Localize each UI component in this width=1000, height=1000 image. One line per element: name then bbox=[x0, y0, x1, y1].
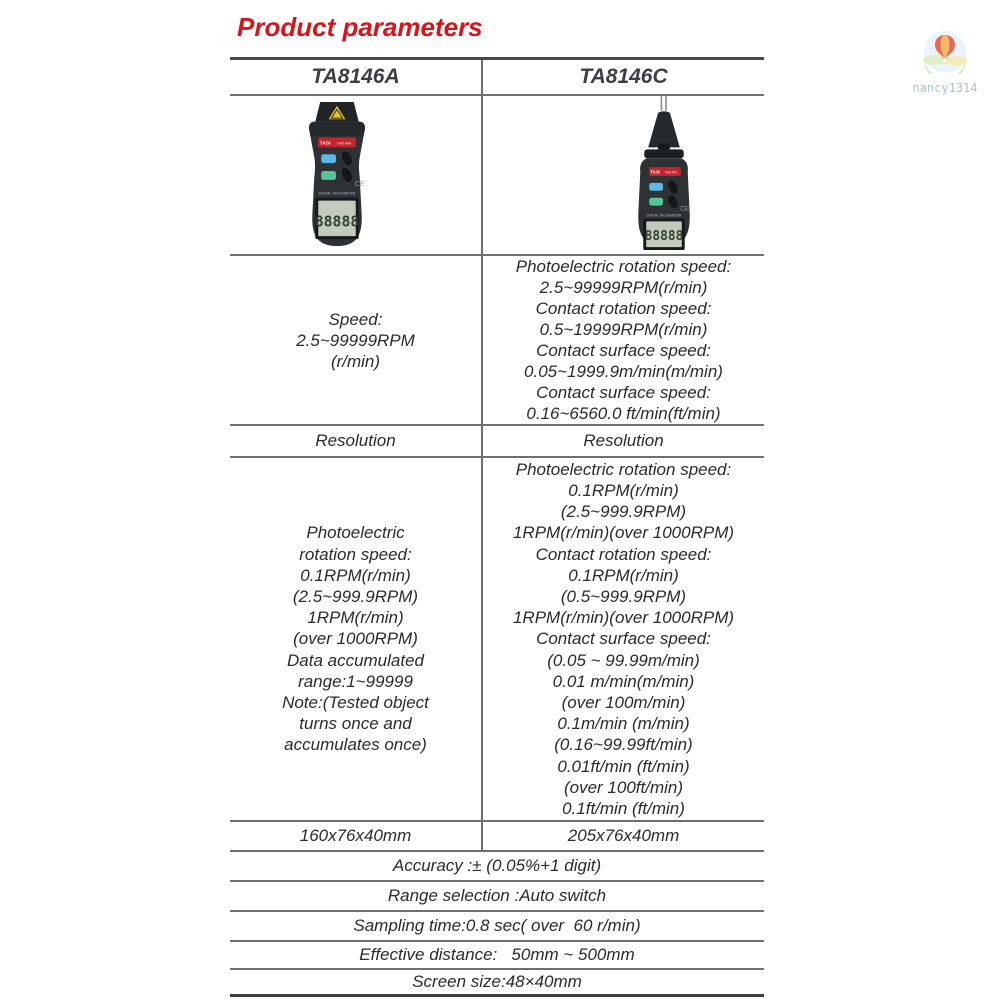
device-a-lcd-display: 88888 bbox=[314, 213, 359, 231]
dimensions-row bbox=[230, 820, 764, 850]
effective-distance-row bbox=[230, 940, 764, 968]
model-c-header: TA8146C bbox=[579, 65, 668, 88]
device-c-panel-text: DIGITAL TACHOMETER bbox=[646, 213, 681, 218]
device-a-ce-mark: CE bbox=[354, 180, 364, 188]
sampling-time-row bbox=[230, 910, 764, 940]
accuracy-value: Accuracy :± (0.05%+1 digit) bbox=[392, 856, 602, 875]
seller-watermark bbox=[900, 30, 990, 95]
spec-table bbox=[230, 57, 764, 997]
speed-row bbox=[230, 254, 764, 424]
resolution-detail-row bbox=[230, 456, 764, 820]
tachometer-a-image bbox=[298, 100, 376, 250]
model-a-header: TA8146A bbox=[230, 60, 483, 94]
model-a-resolution-header: Resolution bbox=[230, 426, 483, 456]
device-c-lcd-display: 88888 bbox=[644, 229, 683, 245]
model-c-image-cell bbox=[483, 96, 764, 254]
tachometer-c-image bbox=[628, 96, 700, 254]
device-a-panel-text: DIGITAL TACHOMETER bbox=[318, 191, 355, 196]
model-header-row bbox=[230, 60, 764, 94]
accuracy-row bbox=[230, 850, 764, 880]
model-c-resolution-details: Photoelectric rotation speed: 0.1RPM(r/min) (2.5~999.9RPM) 1RPM(r/min)(over 1000RPM) Contact rotation speed: 0.1RPM(r/min) (0.5~999.9RPM) 1RPM(r/min)(over 1000RPM) Contact surface speed: (0.05 ~ 99.99m/min) 0.01 m/min(m/min) (over 100m/min) 0.1m/min (m/min) (0.16~99.99ft/min) 0.01ft/min (ft/min) (over 100ft/min) 0.1ft/min (ft/min) bbox=[512, 459, 735, 819]
product-image-row bbox=[230, 94, 764, 254]
screen-size-value: Screen size:48×40mm bbox=[412, 972, 582, 991]
model-c-resolution-header: Resolution bbox=[583, 431, 664, 450]
range-selection-row bbox=[230, 880, 764, 910]
resolution-header-row bbox=[230, 424, 764, 456]
range-selection-value: Range selection :Auto switch bbox=[387, 886, 607, 905]
device-c-model-label: TA8146C bbox=[663, 170, 677, 175]
screen-size-row bbox=[230, 968, 764, 994]
device-a-brand-label: TASI bbox=[319, 141, 331, 147]
model-a-resolution-details: Photoelectric rotation speed: 0.1RPM(r/min) (2.5~999.9RPM) 1RPM(r/min) (over 1000RPM) Data accumulated range:1~99999 Note:(Tested object turns once and accumulates once) bbox=[230, 458, 483, 820]
watermark-username: nancy1314 bbox=[912, 81, 978, 95]
effective-distance-value: Effective distance: 50mm ~ 500mm bbox=[359, 945, 635, 964]
device-a-model-label: TA8146A bbox=[336, 141, 351, 146]
page-title: Product parameters bbox=[237, 12, 483, 42]
model-c-speed: Photoelectric rotation speed: 2.5~99999RPM(r/min) Contact rotation speed: 0.5~19999RPM(r/min) Contact surface speed: 0.05~1999.9m/min(m/min) Contact surface speed: 0.16~6560.0 ft/min(ft/min) bbox=[515, 257, 732, 423]
model-c-dimensions: 205x76x40mm bbox=[567, 826, 680, 845]
device-c-brand-label: TASI bbox=[649, 169, 660, 175]
model-a-speed: Speed: 2.5~99999RPM (r/min) bbox=[230, 256, 483, 424]
model-a-dimensions: 160x76x40mm bbox=[230, 822, 483, 850]
sampling-time-value: Sampling time:0.8 sec( over 60 r/min) bbox=[353, 916, 641, 935]
model-a-image-cell bbox=[230, 96, 483, 254]
hot-air-balloon-logo-icon bbox=[923, 30, 967, 74]
device-c-ce-mark: CE bbox=[679, 205, 689, 213]
